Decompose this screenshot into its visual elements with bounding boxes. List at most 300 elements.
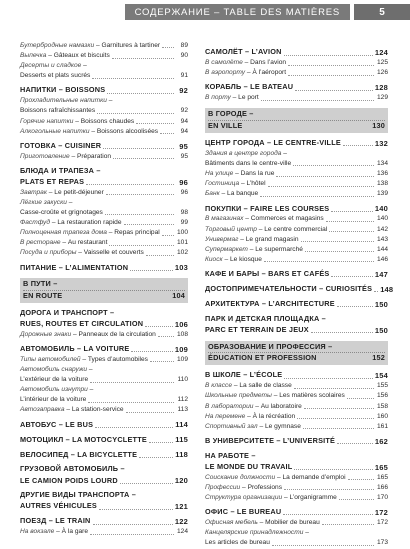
toc-entry-title: LE MONDE DU TRAVAIL — [205, 461, 293, 471]
toc-entry-title: Casse-croûte et grignotages — [20, 208, 103, 216]
toc-entry-title: Горячие напитки – Boissons chaudes — [20, 117, 135, 125]
toc-entry-page: 109 — [176, 355, 188, 363]
toc-entry-title: ПОКУПКИ – FAIRE LES COURSES — [205, 203, 330, 213]
toc-entry[interactable] — [20, 309, 188, 318]
toc-entry[interactable] — [20, 263, 188, 272]
toc-entry-fr: Panneaux de la circulation — [78, 330, 156, 338]
toc-entry-page: 90 — [180, 52, 188, 60]
dot-leader — [109, 245, 174, 246]
toc-entry[interactable] — [205, 256, 388, 264]
dot-leader — [160, 133, 174, 134]
toc-entry[interactable] — [20, 435, 188, 444]
toc-entry-page: 146 — [376, 255, 388, 263]
toc-entry-page: 94 — [180, 117, 188, 125]
toc-entry[interactable] — [205, 484, 388, 492]
toc-entry[interactable] — [20, 491, 188, 500]
toc-entry-title: ПАРК И ДЕТСКАЯ ПЛОЩАДКА – — [205, 313, 326, 323]
toc-entry[interactable] — [205, 529, 388, 537]
toc-entry-title: Спортивный зал – Le gymnase — [205, 422, 301, 430]
toc-entry-title: Полноценная трапеза дома – Repas principal — [20, 229, 160, 237]
toc-entry-page: 162 — [374, 436, 388, 446]
toc-entry[interactable] — [205, 59, 388, 67]
section-band-fr-row — [208, 122, 385, 131]
toc-entry-page: 138 — [376, 180, 388, 188]
dot-leader — [97, 113, 174, 114]
dot-leader — [331, 211, 373, 212]
dot-leader — [90, 534, 174, 535]
toc-entry[interactable] — [205, 403, 388, 411]
section-band-fr-row — [208, 354, 385, 363]
toc-entry-title: Bâtiments dans le centre-ville — [205, 160, 292, 168]
toc-entry-fr: Les matières scolaires — [279, 392, 345, 400]
toc-entry-title: Канцелярские принадлежности – — [205, 529, 309, 537]
toc-entry-page: 112 — [177, 396, 188, 404]
toc-entry-title: Типы автомобилей – Types d’automobiles — [20, 355, 148, 363]
dot-leader — [261, 100, 374, 101]
toc-entry[interactable] — [205, 236, 388, 244]
toc-entry[interactable] — [20, 178, 188, 187]
section-band-ru: ОБРАЗОВАНИЕ И ПРОФЕССИЯ – — [208, 343, 385, 354]
toc-entry[interactable] — [205, 508, 388, 517]
toc-entry-page: 129 — [376, 94, 388, 102]
section-band — [205, 108, 388, 133]
dot-leader — [103, 148, 174, 149]
toc-entry[interactable] — [205, 139, 388, 148]
toc-entry-title: Завтрак – Le petit-déjeuner — [20, 188, 104, 196]
toc-entry[interactable] — [20, 128, 188, 136]
toc-entry-fr: Boissons alcoolisées — [96, 127, 159, 135]
toc-entry-page: 170 — [376, 493, 388, 501]
toc-entry-page: 89 — [180, 42, 188, 49]
toc-entry-page: 106 — [174, 319, 188, 329]
toc-entry-fr: À la récréation — [252, 412, 296, 420]
toc-entry[interactable] — [20, 153, 188, 161]
toc-entry[interactable] — [205, 150, 388, 158]
toc-entry[interactable] — [20, 142, 188, 151]
toc-entry[interactable] — [205, 83, 388, 92]
toc-entry-fr: Dans l’avion — [250, 59, 287, 67]
dot-leader — [146, 255, 174, 256]
toc-entry-title: На улице – Dans la rue — [205, 170, 275, 178]
toc-entry-fr: À la gare — [61, 528, 89, 536]
toc-entry[interactable] — [205, 392, 388, 400]
dot-leader — [348, 479, 374, 480]
toc-entry-title: Алкогольные напитки – Boissons alcoolisées — [20, 127, 159, 135]
dot-leader — [260, 196, 374, 197]
toc-entry-title: Автозаправка – La station-service — [20, 406, 124, 414]
toc-entry[interactable] — [20, 420, 188, 429]
toc-entry[interactable] — [20, 199, 188, 207]
toc-entry-page: 140 — [376, 215, 388, 223]
section-band-page: 152 — [372, 353, 385, 363]
toc-entry-title: Школьные предметы – Les matières scolaires — [205, 392, 345, 400]
dot-leader — [162, 47, 174, 48]
toc-entry-page: 124 — [374, 48, 388, 57]
dot-leader — [288, 65, 374, 66]
toc-entry-title: В ресторане – Au restaurant — [20, 239, 108, 247]
section-band-ru: В ГОРОДЕ – — [208, 110, 385, 121]
toc-entry-title: Универмаг – Le grand magasin — [205, 235, 299, 243]
toc-entry-title: В аэропорту – À l’aéroport — [205, 69, 287, 77]
toc-entry-title: САМОЛЁТ – L’AVION — [205, 47, 282, 57]
toc-entry-fr: La demande d’emploi — [282, 473, 346, 481]
dot-leader — [339, 499, 374, 500]
toc-entry-title: КОРАБЛЬ – LE BATEAU — [205, 82, 294, 92]
toc-entry[interactable] — [20, 450, 188, 459]
toc-entry-page: 161 — [376, 422, 388, 430]
toc-entry[interactable] — [205, 315, 388, 324]
toc-entry-title: ПОЕЗД – LE TRAIN — [20, 516, 91, 526]
toc-right-column — [205, 42, 394, 549]
toc-entry-title: Лёгкие закуски – — [20, 198, 73, 206]
dot-leader — [343, 145, 373, 146]
dot-leader — [99, 509, 173, 510]
toc-entry[interactable] — [205, 160, 388, 168]
toc-entry[interactable] — [20, 476, 188, 485]
toc-entry[interactable] — [20, 376, 188, 384]
toc-entry[interactable] — [20, 356, 188, 364]
toc-entry-title: AUTRES VÉHICULES — [20, 501, 97, 511]
toc-entry-page: 154 — [374, 371, 388, 381]
toc-entry-title: L’extérieur de la voiture — [20, 376, 89, 384]
toc-entry-title: Desserts et plats sucrés — [20, 72, 91, 80]
toc-entry-title: ДОСТОПРИМЕЧАТЕЛЬНОСТИ – CURIOSITÉS — [205, 283, 373, 293]
dot-leader — [311, 332, 373, 333]
toc-entry-title: Автомобиль снаружи – — [20, 366, 93, 374]
toc-entry-fr: L’organigramme — [289, 493, 337, 501]
dot-leader — [124, 224, 175, 225]
toc-entry-page: 102 — [176, 249, 188, 257]
toc-entry[interactable] — [20, 229, 188, 237]
dot-leader — [294, 469, 372, 470]
dot-leader — [149, 442, 173, 443]
toc-entry-title: В классе – La salle de classe — [205, 382, 292, 390]
dot-leader — [136, 123, 174, 124]
toc-entry-title: Boissons rafraîchissantes — [20, 107, 96, 115]
toc-entry-title: ЦЕНТР ГОРОДА – LE CENTRE-VILLE — [205, 138, 341, 148]
toc-entry[interactable] — [20, 406, 188, 414]
toc-entry-fr: À l’aéroport — [252, 69, 287, 77]
dot-leader — [92, 78, 174, 79]
dot-leader — [304, 408, 374, 409]
dot-leader — [120, 483, 173, 484]
toc-entry-page: 99 — [180, 219, 188, 227]
dot-leader — [113, 158, 174, 159]
section-band-fr: EN ROUTE — [23, 291, 63, 300]
toc-entry-page: 166 — [376, 483, 388, 491]
toc-entry-page: 148 — [380, 284, 394, 294]
toc-entry-title: ОФИС – LE BUREAU — [205, 507, 282, 517]
toc-entry-page: 136 — [376, 170, 388, 178]
toc-entry-fr: Préparation — [76, 152, 112, 160]
toc-entry-page: 101 — [176, 239, 188, 247]
toc-entry-fr: La station-service — [71, 406, 124, 414]
toc-entry-fr: Le centre commercial — [264, 225, 328, 233]
dot-leader — [347, 398, 374, 399]
toc-entry[interactable] — [20, 517, 188, 526]
dot-leader — [305, 251, 374, 252]
toc-entry-title: В ШКОЛЕ – L’ÉCOLE — [205, 370, 283, 380]
toc-entry-title: В самолёте – Dans l’avion — [205, 59, 287, 67]
toc-entry[interactable] — [20, 345, 188, 354]
dot-leader — [297, 418, 374, 419]
toc-entry-title: В УНИВЕРСИТЕТЕ – L’UNIVERSITÉ — [205, 435, 336, 445]
toc-entry-title: АРХИТЕКТУРА – L’ARCHITECTURE — [205, 298, 335, 308]
toc-entry[interactable] — [20, 86, 188, 95]
toc-entry-page: 155 — [376, 382, 388, 390]
toc-entry-fr: Mobilier de bureau — [265, 519, 320, 527]
header-title: СОДЕРЖАНИЕ – TABLE DES MATIÈRES — [125, 4, 350, 20]
toc-entry-page: 125 — [376, 59, 388, 67]
toc-entry-fr: La salle de classe — [239, 382, 292, 390]
toc-entry[interactable] — [20, 331, 188, 339]
toc-entry[interactable] — [20, 366, 188, 374]
toc-entry-fr: La restauration rapide — [57, 219, 122, 227]
toc-entry[interactable] — [205, 69, 388, 77]
toc-entry-fr: Commerces et magasins — [250, 215, 324, 223]
section-band-page: 104 — [172, 291, 185, 300]
toc-entry-title: МОТОЦИКЛ – LA MOTOCYCLETTE — [20, 434, 147, 444]
dot-leader — [126, 412, 174, 413]
toc-entry[interactable] — [205, 474, 388, 482]
toc-entry-title: ПИТАНИЕ – L’ALIMENTATION — [20, 262, 129, 272]
toc-entry-page: 96 — [179, 177, 188, 187]
toc-entry-title: В порту – Le port — [205, 94, 259, 102]
toc-entry[interactable] — [20, 52, 188, 60]
toc-entry-title: АВТОБУС – LE BUS — [20, 419, 94, 429]
toc-entry-fr: Vaisselle et couverts — [83, 249, 144, 257]
toc-entry[interactable] — [20, 502, 188, 511]
toc-entry-title: На вокзале – À la gare — [20, 528, 89, 536]
toc-entry-fr: Au restaurant — [67, 239, 108, 247]
toc-entry-page: 165 — [376, 473, 388, 481]
toc-entry[interactable] — [20, 107, 188, 115]
dot-leader — [329, 231, 374, 232]
toc-entry-fr: Le gymnase — [264, 422, 301, 430]
toc-entry-title: НАПИТКИ – BOISSONS — [20, 85, 106, 95]
toc-entry[interactable] — [20, 97, 188, 105]
dot-leader — [374, 291, 378, 292]
toc-entry-page: 122 — [174, 517, 188, 527]
toc-entry[interactable] — [20, 118, 188, 126]
toc-entry-page: 94 — [180, 127, 188, 135]
toc-entry[interactable] — [205, 413, 388, 421]
toc-entry[interactable] — [20, 189, 188, 197]
toc-entry-title: В магазинах – Commerces et magasins — [205, 215, 324, 223]
dot-leader — [139, 457, 173, 458]
toc-entry-page: 96 — [180, 188, 188, 196]
toc-entry-title: НА РАБОТЕ – — [205, 450, 256, 460]
toc-entry-page: 158 — [376, 402, 388, 410]
toc-entry-title: ДРУГИЕ ВИДЫ ТРАНСПОРТА – — [20, 490, 137, 500]
section-band-page: 130 — [372, 121, 385, 131]
toc-entry-title: Прохладительные напитки – — [20, 97, 113, 105]
toc-entry-page: 91 — [180, 72, 188, 80]
toc-entry[interactable] — [205, 246, 388, 254]
toc-entry[interactable] — [205, 270, 388, 279]
section-band — [205, 341, 388, 366]
page-number: 5 — [354, 4, 410, 20]
toc-entry-page: 134 — [376, 160, 388, 168]
toc-entry[interactable] — [20, 72, 188, 80]
section-band-fr: ÉDUCATION ET PROFESSION — [208, 353, 317, 363]
toc-entry-title: ГОТОВКА – CUISINER — [20, 140, 102, 150]
toc-entry[interactable] — [205, 519, 388, 527]
page-header — [0, 0, 410, 26]
toc-entry-title: PARC ET TERRAIN DE JEUX — [205, 324, 309, 334]
toc-entry[interactable] — [20, 209, 188, 217]
toc-entry-title: Бутербродные намазки – Garnitures à tartiner — [20, 42, 161, 49]
dot-leader — [337, 443, 373, 444]
toc-entry-title: Приготовление – Préparation — [20, 152, 112, 160]
dot-leader — [112, 58, 174, 59]
toc-entry[interactable] — [205, 226, 388, 234]
dot-leader — [331, 276, 372, 277]
dot-leader — [276, 176, 374, 177]
toc-entry[interactable] — [20, 167, 188, 176]
toc-entry-title: КАФЕ И БАРЫ – BARS ET CAFÉS — [205, 268, 330, 278]
toc-entry-title: Торговый центр – Le centre commercial — [205, 225, 328, 233]
dot-leader — [264, 261, 374, 262]
dot-leader — [158, 336, 174, 337]
dot-leader — [131, 351, 172, 352]
toc-entry[interactable] — [205, 539, 388, 547]
toc-entry[interactable] — [20, 465, 188, 474]
section-band-ru: В ПУТИ – — [23, 280, 185, 291]
section-band-fr: EN VILLE — [208, 121, 243, 131]
toc-entry-fr: Le port — [238, 94, 259, 102]
toc-entry[interactable] — [205, 300, 388, 309]
toc-entry-title: ДОРОГА И ТРАНСПОРТ – — [20, 307, 115, 317]
toc-entry-page: 100 — [176, 229, 188, 237]
toc-entry-title: ГРУЗОВОЙ АВТОМОБИЛЬ – — [20, 464, 125, 474]
toc-entry[interactable] — [205, 494, 388, 502]
toc-entry-title: ВЕЛОСИПЕД – LA BICYCLETTE — [20, 449, 138, 459]
toc-entry-fr: Repas principal — [114, 229, 160, 237]
toc-entry[interactable] — [20, 219, 188, 227]
toc-entry-fr: Le supermarché — [255, 245, 303, 253]
toc-entry-title: Посуда и приборы – Vaisselle et couverts — [20, 249, 144, 257]
toc-entry-page: 165 — [374, 462, 388, 472]
toc-entry[interactable] — [205, 326, 388, 335]
dot-leader — [301, 241, 374, 242]
toc-entry-page: 113 — [177, 406, 188, 414]
dot-leader — [337, 306, 373, 307]
toc-entry-page: 160 — [376, 412, 388, 420]
toc-entry-page: 172 — [376, 519, 388, 527]
dot-leader — [268, 186, 374, 187]
dot-leader — [326, 221, 374, 222]
toc-entry-title: Здания в центре города – — [205, 149, 287, 157]
dot-leader — [294, 388, 374, 389]
dot-leader — [284, 489, 374, 490]
toc-entry-fr: Garnitures à tartiner — [101, 42, 161, 49]
toc-entry-page: 92 — [180, 107, 188, 115]
toc-entry-page: 128 — [374, 83, 388, 93]
dot-leader — [284, 55, 373, 56]
toc-entry[interactable] — [20, 320, 188, 329]
dot-leader — [90, 382, 174, 383]
toc-entry-title: Дорожные знаки – Panneaux de la circulation — [20, 330, 156, 338]
toc-entry-page: 142 — [376, 225, 388, 233]
toc-entry-page: 132 — [374, 138, 388, 148]
toc-entry[interactable] — [20, 62, 188, 70]
toc-entry[interactable] — [205, 283, 394, 294]
dot-leader — [284, 378, 373, 379]
toc-entry-fr: Professions — [247, 483, 283, 491]
toc-entry[interactable] — [205, 190, 388, 198]
toc-entry-page: 103 — [174, 263, 188, 273]
toc-entry-page: 121 — [174, 502, 188, 512]
toc-entry-title: Структура организации – L’organigramme — [205, 493, 337, 501]
toc-entry-page: 124 — [176, 528, 188, 536]
toc-entry[interactable] — [20, 386, 188, 394]
toc-entry-fr: Dans la rue — [240, 170, 275, 178]
toc-entry-page: 92 — [179, 86, 188, 96]
toc-entry-title: Банк – La banque — [205, 190, 259, 198]
toc-entry-title: Супермаркет – Le supermarché — [205, 245, 303, 253]
toc-entry-fr: Le grand magasin — [245, 235, 299, 243]
toc-entry-fr: Types d’automobiles — [87, 355, 148, 363]
toc-entry[interactable] — [205, 423, 388, 431]
toc-entry[interactable] — [205, 463, 388, 472]
toc-entry-fr: Gâteaux et biscuits — [53, 52, 110, 60]
toc-entry[interactable] — [205, 48, 388, 57]
toc-entry[interactable] — [20, 396, 188, 404]
toc-entry-fr: Le kiosque — [229, 255, 262, 263]
toc-entry[interactable] — [205, 94, 388, 102]
dot-leader — [105, 214, 174, 215]
toc-entry[interactable] — [205, 170, 388, 178]
toc-entry[interactable] — [20, 239, 188, 247]
toc-entry-title: Les articles de bureau — [205, 539, 270, 547]
dot-leader — [93, 524, 173, 525]
dot-leader — [288, 75, 374, 76]
toc-entry-title: Десерты и сладкое – — [20, 62, 87, 70]
toc-entry-title: Офисная мебель – Mobilier de bureau — [205, 519, 320, 527]
dot-leader — [145, 326, 173, 327]
toc-entry-page: 98 — [180, 208, 188, 216]
toc-entry-title: БЛЮДА И ТРАПЕЗА – — [20, 165, 101, 175]
toc-entry[interactable] — [20, 249, 188, 257]
toc-entry-page: 115 — [175, 435, 188, 445]
toc-entry[interactable] — [205, 452, 388, 461]
toc-entry-fr: Au laboratoire — [260, 402, 302, 410]
toc-entry[interactable] — [20, 42, 188, 50]
toc-entry-title: АВТОМОБИЛЬ – LA VOITURE — [20, 344, 130, 354]
toc-entry-fr: Boissons chaudes — [80, 117, 135, 125]
toc-entry[interactable] — [205, 215, 388, 223]
toc-entry-title: Соискание должности – La demande d’emploi — [205, 473, 346, 481]
toc-entry-page: 126 — [376, 69, 388, 77]
toc-entry[interactable] — [205, 204, 388, 213]
dot-leader — [283, 514, 373, 515]
toc-entry-title: LE CAMION POIDS LOURD — [20, 475, 118, 485]
toc-entry[interactable] — [205, 371, 388, 380]
toc-entry[interactable] — [205, 180, 388, 188]
dot-leader — [86, 184, 174, 185]
dot-leader — [303, 428, 374, 429]
toc-entry-title: L’intérieur de la voiture — [20, 396, 87, 404]
toc-entry-title: Профессии – Professions — [205, 483, 283, 491]
section-band — [20, 278, 188, 303]
toc-entry[interactable] — [20, 528, 188, 536]
toc-entry-page: 147 — [374, 269, 388, 279]
toc-entry[interactable] — [205, 437, 388, 446]
dot-leader — [88, 402, 174, 403]
toc-entry[interactable] — [205, 382, 388, 390]
dot-leader — [295, 90, 373, 91]
